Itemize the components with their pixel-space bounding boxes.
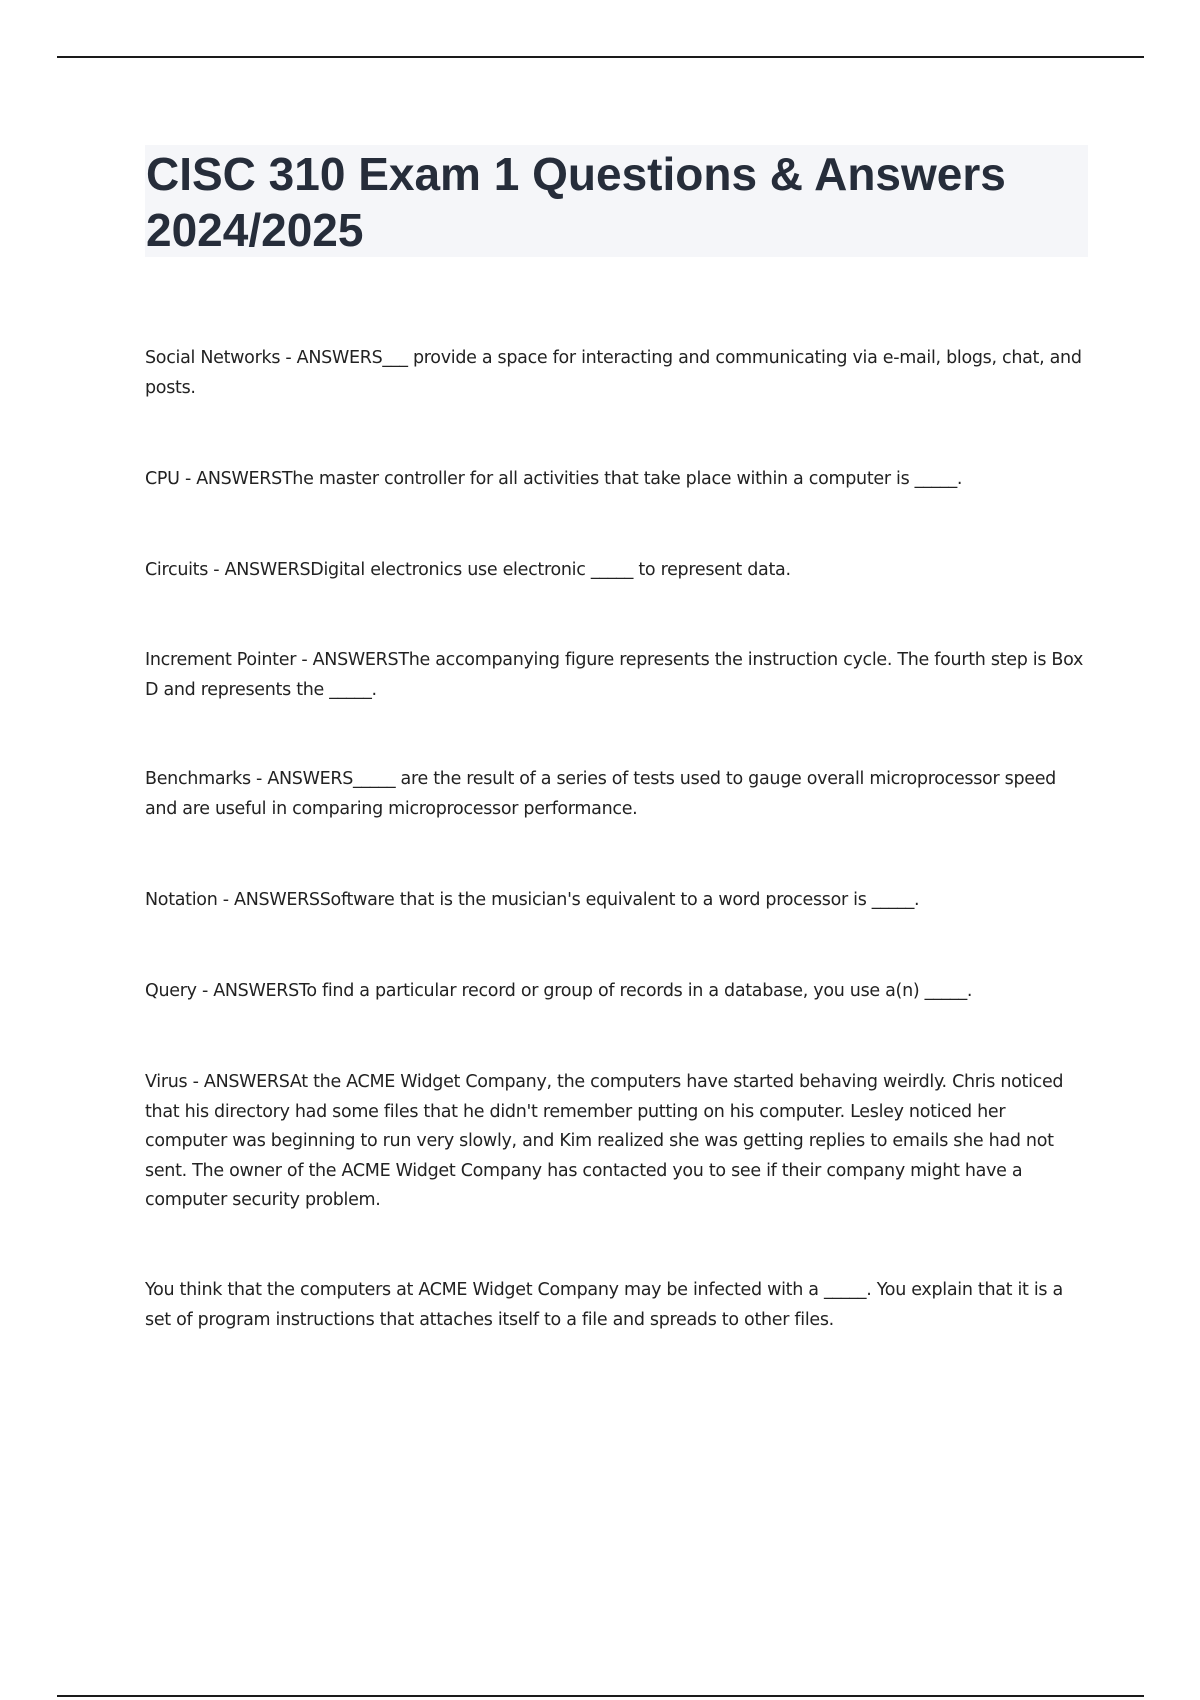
qa-entry-increment-pointer: Increment Pointer - ANSWERSThe accompanying figure represents the instruction cycle. The fourth step is Box D and represents the _____.	[145, 650, 1084, 700]
bottom-rule	[57, 1695, 1144, 1697]
document-title: CISC 310 Exam 1 Questions & Answers 2024/2025	[146, 148, 1006, 256]
qa-entry-circuits: Circuits - ANSWERSDigital electronics use electronic _____ to represent data.	[145, 560, 791, 580]
qa-entry-virus: Virus - ANSWERSAt the ACME Widget Company, the computers have started behaving weirdly. Chris noticed that his directory had some files that he didn't remember putting on his computer. Lesley noticed her computer was beginning to run very slowly, and Kim realized she was getting replies to emails she had not sent. The owner of the ACME Widget Company has contacted you to see if their company might have a computer security problem.	[145, 1072, 1064, 1210]
qa-entry-cpu: CPU - ANSWERSThe master controller for all activities that take place within a computer is _____.	[145, 469, 963, 489]
qa-entry-notation: Notation - ANSWERSSoftware that is the musician's equivalent to a word processor is _____.	[145, 890, 920, 910]
qa-entry-social-networks: Social Networks - ANSWERS___ provide a space for interacting and communicating via e-mail, blogs, chat, and posts.	[145, 348, 1082, 398]
qa-entry-virus-followup: You think that the computers at ACME Widget Company may be infected with a _____. You explain that it is a set of program instructions that attaches itself to a file and spreads to other files.	[145, 1280, 1063, 1330]
qa-entry-benchmarks: Benchmarks - ANSWERS_____ are the result of a series of tests used to gauge overall microprocessor speed and are useful in comparing microprocessor performance.	[145, 769, 1056, 819]
qa-entry-query: Query - ANSWERSTo find a particular record or group of records in a database, you use a(n) _____.	[145, 981, 973, 1001]
top-rule	[57, 56, 1144, 58]
